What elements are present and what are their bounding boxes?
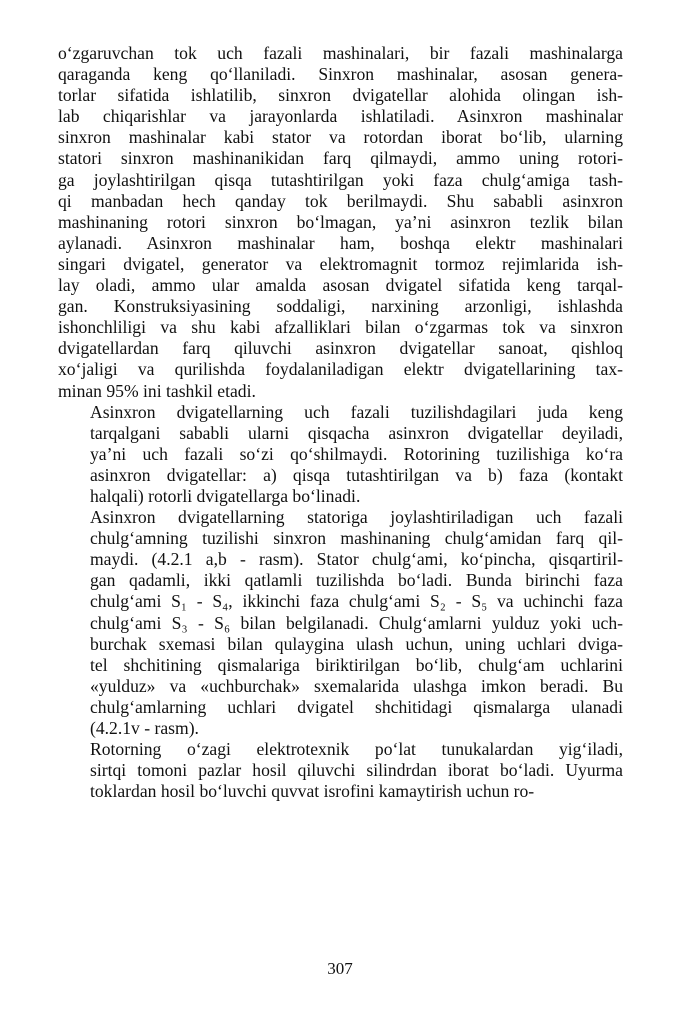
text-line: statori sinxron mashinanikidan farq qilmaydi, ammo uning rotori- xyxy=(58,148,623,169)
text-line: chulg‘amlarning uchlari dvigatel shchitidagi qismalarga ulanadi xyxy=(90,696,623,717)
text-line: mashinaning rotori sinxron bo‘lmagan, ya’ni asinxron tezlik bilan xyxy=(58,211,623,232)
text-line: Rotorning o‘zagi elektrotexnik po‘lat tunukalardan yig‘iladi, xyxy=(90,739,623,760)
text-line: chulg‘amning tuzilishi sinxron mashinaning chulg‘amidan farq qil- xyxy=(90,528,623,549)
text-line: sinxron mashinalar kabi stator va rotordan iborat bo‘lib, ularning xyxy=(58,127,623,148)
text-line: «yulduz» va «uchburchak» sxemalarida ulashga imkon beradi. Bu xyxy=(90,675,623,696)
page-body xyxy=(58,43,623,802)
text-line: lab chiqarishlar va jarayonlarda ishlatiladi. Asinxron mashinalar xyxy=(58,106,623,127)
text-line: ya’ni uch fazali so‘zi qo‘shilmaydi. Rotorining tuzilishiga ko‘ra xyxy=(90,443,623,464)
text-line: maydi. (4.2.1 a,b - rasm). Stator chulg‘ami, ko‘pincha, qisqartiril- xyxy=(90,549,623,570)
paragraph-3 xyxy=(58,507,623,739)
text-line: aylanadi. Asinxron mashinalar ham, boshqa elektr mashinalari xyxy=(58,232,623,253)
text-line: (4.2.1v - rasm). xyxy=(90,718,199,738)
paragraph-1 xyxy=(58,43,623,402)
text-line: chulg‘ami S₁ - S₄, ikkinchi faza chulg‘ami S₂ - S₅ va uchinchi faza xyxy=(90,591,623,612)
text-line: ga joylashtirilgan qisqa tutashtirilgan yoki faza chulg‘amiga tash- xyxy=(58,169,623,190)
text-line: Asinxron dvigatellarning statoriga joylashtiriladigan uch fazali xyxy=(90,507,623,528)
text-line: chulg‘ami S₃ - S₆ bilan belgilanadi. Chulg‘amlarni yulduz yoki uch- xyxy=(90,612,623,633)
text-line: gan. Konstruksiyasining soddaligi, narxining arzonligi, ishlashda xyxy=(58,296,623,317)
text-line: singari dvigatel, generator va elektromagnit tormoz rejimlarida ish- xyxy=(58,253,623,274)
paragraph-4 xyxy=(58,739,623,802)
text-line: Asinxron dvigatellarning uch fazali tuzilishdagilari juda keng xyxy=(90,401,623,422)
text-line: sirtqi tomoni pazlar hosil qiluvchi silindrdan iborat bo‘ladi. Uyurma xyxy=(90,760,623,781)
text-line: gan qadamli, ikki qatlamli tuzilishda bo‘ladi. Bunda birinchi faza xyxy=(90,570,623,591)
text-line: toklardan hosil bo‘luvchi quvvat isrofini kamaytirish uchun ro- xyxy=(90,781,535,802)
text-line: burchak sxemasi bilan qulaygina ulash uchun, uning uchlari dviga- xyxy=(90,633,623,654)
text-line: ishonchliligi va shu kabi afzalliklari bilan o‘zgarmas tok va sinxron xyxy=(58,317,623,338)
text-line: xo‘jaligi va qurilishda foydalaniladigan elektr dvigatellarining tax- xyxy=(58,359,623,380)
text-line: tarqalgani sababli ularni qisqacha asinxron dvigatellar deyiladi, xyxy=(90,422,623,443)
text-line: qaraganda keng qo‘llaniladi. Sinxron mashinalar, asosan genera- xyxy=(58,64,623,85)
text-line: o‘zgaruvchan tok uch fazali mashinalari, bir fazali mashinalarga xyxy=(58,43,623,63)
text-line: dvigatellardan farq qiluvchi asinxron dvigatellar sanoat, qishloq xyxy=(58,338,623,359)
text-line: torlar sifatida ishlatilib, sinxron dvigatellar alohida olingan ish- xyxy=(58,85,623,106)
text-line: minan 95% ini tashkil etadi. xyxy=(58,380,256,401)
paragraph-2 xyxy=(58,402,623,507)
text-line: lay oladi, ammo ular amalda asosan dvigatel sifatida keng tarqal- xyxy=(58,275,623,296)
text-line: asinxron dvigatellar: a) qisqa tutashtirilgan va b) faza (kontakt xyxy=(90,464,623,485)
text-line: qi manbadan hech qanday tok berilmaydi. Shu sababli asinxron xyxy=(58,190,623,211)
page-number: 307 xyxy=(327,959,353,978)
text-line: halqali) rotorli dvigatellarga bo‘linadi. xyxy=(90,485,361,506)
text-line: tel shchitining qismalariga biriktirilgan bo‘lib, chulg‘am uchlarini xyxy=(90,654,623,675)
